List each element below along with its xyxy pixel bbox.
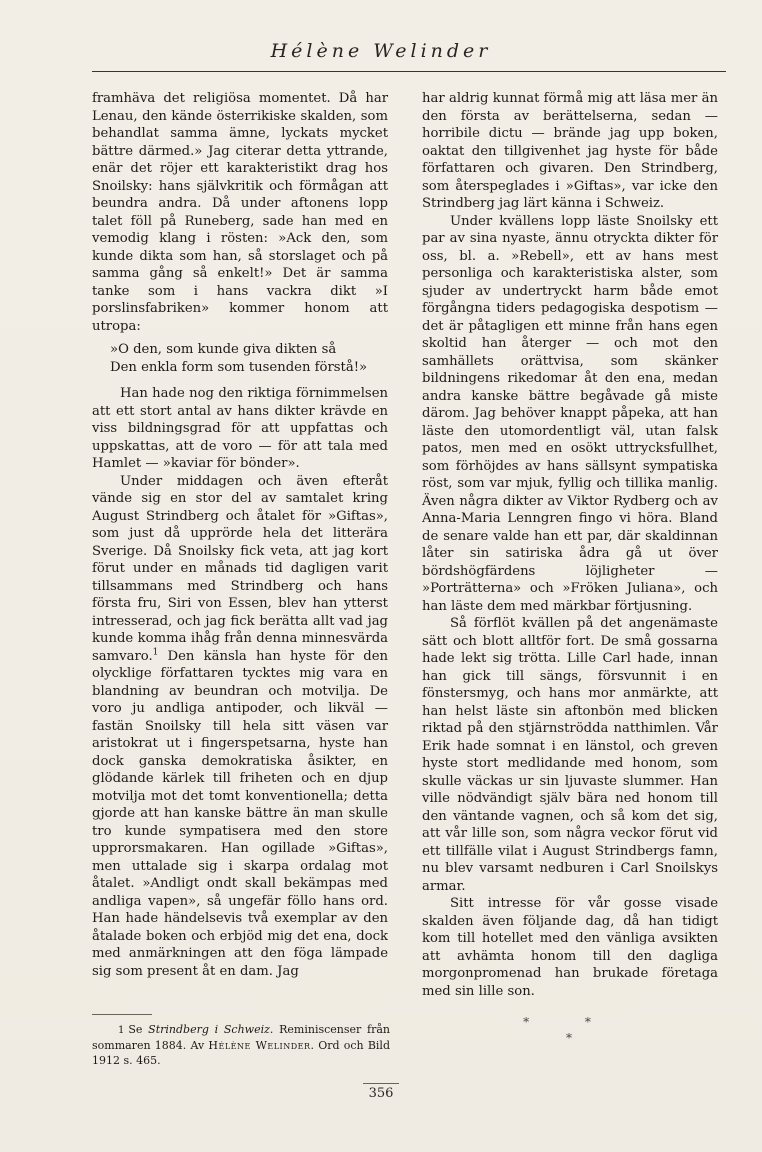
paragraph: framhäva det religiösa momentet. Då har Lenau, den kände österrikiske skalden, som behandlat samma ämne, lyckats mycket bättre därmed.» Jag citerar detta yttrande, enär det röjer ett karakteristikt drag hos Snoilsky: hans självkritik och förmågan att beundra andra. Då under aftonens lopp talet föll på Runeberg, sade han med en vemodig klang i rösten: »Ack den, som kunde dikta som han, så storslaget och på samma gång så enkelt!» Det är samma tanke som i hans vackra dikt »I porslinsfabriken» kommer honom att utropa:: [92, 91, 388, 334]
header-rule: [92, 71, 726, 72]
footnote-cited-title: Strindberg i Schweiz.: [148, 1023, 274, 1036]
paragraph: har aldrig kunnat förmå mig att läsa mer än den första av berättelserna, sedan — horribile dictu — brände jag upp boken, oaktat den tillgivenhet jag hyste för både författaren och givaren. Den Strindberg, som återspeglades i »Giftas», var icke den Strindberg jag lärt känna i Schweiz.: [422, 91, 718, 211]
footnote-mark: 1: [118, 1025, 125, 1036]
paragraph: Så förflöt kvällen på det angenämaste sätt och blott alltför fort. De små gossarna hade lekt sig trötta. Lille Carl hade, innan han gick till sängs, försvunnit i en fönstersmyg, och hans mor anmärkte, att han helst läste sin aftonbön med blicken riktad på den stjärnströdda natthimlen. Vår Erik hade somnat i en länstol, och greven hyste stort medlidande med honom, som skulle väckas ur sin ljuvaste slummer. Han ville nödvändigt själv bära ned honom till den väntande vagnen, och så kom det sig, att vår lille son, som några veckor förut vid ett tillfälle vilat i August Strindbergs famn, nu blev varsamt nedburen i Carl Snoilskys armar.: [422, 616, 718, 894]
footnote-author: Hélène Welinder: [208, 1039, 311, 1052]
asterisk-pair: * *: [523, 1015, 617, 1029]
verse-line: »O den, som kunde giva dikten så: [110, 342, 337, 357]
paragraph: Han hade nog den riktiga förnimmelsen att ett stort antal av hans dikter krävde en viss bildningsgrad för att uppfattas och uppskattas, att de voro — för att tala med Hamlet — »kaviar för bönder».: [92, 386, 388, 471]
section-break-asterisks: [422, 1014, 718, 1047]
left-column: [92, 90, 388, 980]
paragraph: Under kvällens lopp läste Snoilsky ett par av sina nyaste, ännu otryckta dikter för oss, bl. a. »Rebell», ett av hans mest personliga och karakteristiska alster, som sjuder av undertryckt harm både emot förgångna tiders pedagogiska despotism — det är påtagligen ett minne från hans egen skoltid han återger — och mot den samhällets orättvisa, som skänker bildningens rikedomar åt den ena, medan andra kanske bättre begåvade gå miste därom. Jag behöver knappt påpeka, att han läste den utomordentligt väl, utan falsk patos, men med en osökt uttrycksfullhet, som förhöjdes av hans sällsynt sympatiska röst, som var mjuk, fyllig och tillika manlig. Även några dikter av Viktor Rydberg och av Anna-Maria Lenngren fingo vi höra. Bland de senare valde han ett par, där skaldinnan låter sin satiriska ådra gå ut över bördshögfärdens löjligheter — »Porträtterna» och »Fröken Juliana», och han läste dem med märkbar förtjusning.: [422, 213, 718, 614]
footnote-text: Se: [128, 1023, 149, 1036]
verse-line: Den enkla form som tusenden förstå!»: [110, 360, 368, 375]
verse-quote: [92, 341, 388, 377]
footnote-rule: [92, 1014, 152, 1015]
page-number-wrap: [0, 1083, 762, 1101]
footnote-reference[interactable]: 1: [152, 647, 159, 658]
paragraph: Sitt intresse för vår gosse visade skalden även följande dag, då han tidigt kom till hotellet med den vänliga avsikten att avhämta honom till den dagliga morgonpromenad han brukade företaga med sin lille son.: [422, 896, 718, 999]
running-head: Hélène Welinder: [270, 40, 492, 62]
footnote-text: Reminiscenser från sommaren 1884. Av: [92, 1023, 390, 1052]
page-number: 356: [363, 1083, 400, 1101]
footnote: [92, 1022, 390, 1068]
asterisk-single: *: [566, 1030, 572, 1045]
right-column: [422, 90, 718, 1047]
paragraph-text: Den känsla han hyste för den olycklige författaren tycktes mig vara en blandning av beundran och motvilja. De voro ju andliga antipoder, och likväl — fastän Snoilsky till hela sitt väsen var aristokrat ut i fingerspetsarna, hyste han dock ganska demokratiska åsikter, en glödande kärlek till friheten och en djup motvilja mot det tomt konventionella; detta gjorde att han kanske bättre än man skulle tro kunde sympatisera med den store upprorsmakaren. Han ogillade »Giftas», men uttalade sig i skarpa ordalag mot åtalet. »Andligt ondt skall bekämpas med andliga vapen», så ungefär föllo hans ord. Han hade händelsevis två exemplar av den åtalade boken och erbjöd mig det ena, dock med anmärkningen att den föga lämpade sig som present åt en dam. Jag: [92, 648, 388, 979]
paragraph-text: Under middagen och även efteråt vände sig en stor del av samtalet kring August Strindberg och åtalet för »Giftas», som just då upprörde hela det litterära Sverige. Då Snoilsky fick veta, att jag kort förut under en månads tid dagligen varit tillsammans med Strindberg och hans första fru, Siri von Essen, blev han ytterst intresserad, och jag fick berätta allt vad jag kunde komma ihåg från denna minnesvärda samvaro.: [92, 473, 388, 664]
footnote-text: . Ord och Bild 1912 s. 465.: [92, 1039, 390, 1067]
paragraph: [92, 473, 388, 981]
